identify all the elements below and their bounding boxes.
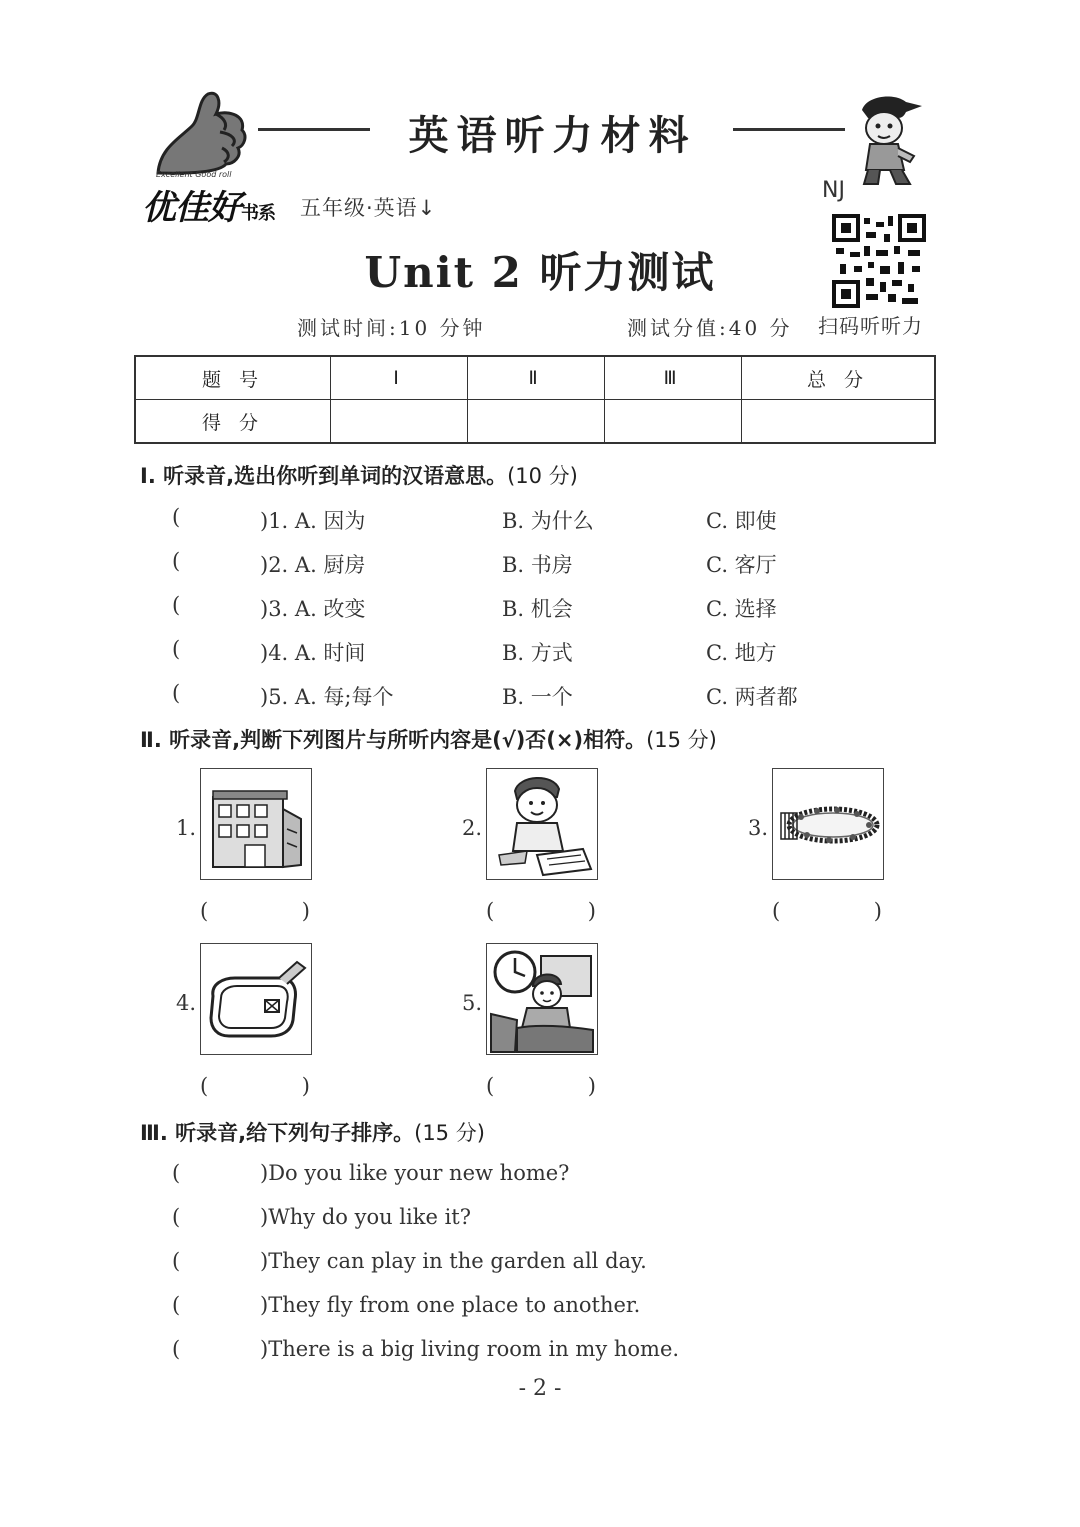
test-score: 测试分值:40 分 <box>627 316 793 340</box>
sentence-text: )There is a big living room in my home. <box>260 1337 680 1361</box>
grade-label: 五年级·英语↓ <box>300 196 437 220</box>
option-b: B. 为什么 <box>502 509 594 533</box>
answer-blank[interactable]: ( <box>172 681 181 705</box>
paren-close: ) <box>301 899 310 923</box>
option-a: )5. A. 每;每个 <box>260 685 394 709</box>
sentence-text: )Do you like your new home? <box>260 1161 570 1185</box>
paren-close: ) <box>587 899 596 923</box>
test-time: 测试时间:10 分钟 <box>297 316 486 340</box>
picture-number: 1. <box>176 816 197 840</box>
option-c: C. 选择 <box>706 597 777 621</box>
brand-series: 书系 <box>241 203 275 224</box>
page-number: - 2 - <box>518 1376 562 1401</box>
paren-open: ( <box>772 899 781 923</box>
mascot-boy-icon <box>848 92 928 188</box>
garden-icon <box>772 768 884 880</box>
answer-blank[interactable]: ( <box>172 549 181 573</box>
table-cell: Ⅰ <box>331 356 468 400</box>
option-a: )2. A. 厨房 <box>260 553 366 577</box>
answer-blank[interactable]: ( <box>172 637 181 661</box>
section1-points: (10 分) <box>507 464 578 488</box>
answer-blank[interactable]: ( <box>172 1161 181 1185</box>
header-rule-left <box>258 128 370 131</box>
paren-open: ( <box>486 899 495 923</box>
table-cell: 得 分 <box>135 400 331 444</box>
table-cell: Ⅲ <box>605 356 742 400</box>
picture-number: 3. <box>748 816 769 840</box>
boy-reading-icon <box>486 768 598 880</box>
score-table-score-row <box>135 400 935 444</box>
brand-name: 优佳好 <box>142 188 241 228</box>
answer-blank[interactable]: ( <box>172 1337 181 1361</box>
answer-blank[interactable]: ( <box>172 1293 181 1317</box>
clock-boy-icon <box>486 943 598 1055</box>
score-cell[interactable] <box>468 400 605 444</box>
pencil-case-icon <box>200 943 312 1055</box>
table-cell: 总 分 <box>742 356 936 400</box>
section2-title <box>140 724 717 754</box>
sentence-text: )They fly from one place to another. <box>260 1293 641 1317</box>
picture-number: 2. <box>462 816 483 840</box>
unit-title: Unit 2 听力测试 <box>364 248 716 297</box>
option-a: )4. A. 时间 <box>260 641 366 665</box>
answer-blank[interactable] <box>772 899 882 923</box>
brand-tagline: Excellent Good roll <box>156 170 232 179</box>
sentence-text: )Why do you like it? <box>260 1205 471 1229</box>
option-b: B. 方式 <box>502 641 573 665</box>
score-cell[interactable] <box>331 400 468 444</box>
option-b: B. 一个 <box>502 685 573 709</box>
thumbs-up-logo-icon <box>150 88 250 178</box>
table-cell: Ⅱ <box>468 356 605 400</box>
picture-number: 4. <box>176 991 197 1015</box>
score-cell[interactable] <box>742 400 936 444</box>
option-c: C. 两者都 <box>706 685 798 709</box>
answer-blank[interactable] <box>486 1074 596 1098</box>
paren-open: ( <box>486 1074 495 1098</box>
paren-close: ) <box>301 1074 310 1098</box>
option-a: )3. A. 改变 <box>260 597 366 621</box>
answer-blank[interactable]: ( <box>172 593 181 617</box>
section3-points: (15 分) <box>414 1121 485 1145</box>
paren-open: ( <box>200 1074 209 1098</box>
option-c: C. 即使 <box>706 509 777 533</box>
picture-number: 5. <box>462 991 483 1015</box>
section2-title-text: Ⅱ. 听录音,判断下列图片与所听内容是(√)否(×)相符。 <box>140 728 647 752</box>
option-c: C. 客厅 <box>706 553 777 577</box>
score-table <box>134 355 936 444</box>
qr-scan-label: 扫码听听力 <box>818 314 923 338</box>
section1-title-text: Ⅰ. 听录音,选出你听到单词的汉语意思。 <box>140 464 508 488</box>
score-table-header-row <box>135 356 935 400</box>
option-b: B. 机会 <box>502 597 573 621</box>
brand-logo-text <box>142 180 275 229</box>
paren-close: ) <box>587 1074 596 1098</box>
answer-blank[interactable] <box>486 899 596 923</box>
option-a: )1. A. 因为 <box>260 509 366 533</box>
table-cell: 题 号 <box>135 356 331 400</box>
header-rule-right <box>733 128 845 131</box>
score-cell[interactable] <box>605 400 742 444</box>
building-icon <box>200 768 312 880</box>
paren-open: ( <box>200 899 209 923</box>
paren-close: ) <box>873 899 882 923</box>
section2-points: (15 分) <box>646 728 717 752</box>
answer-blank[interactable]: ( <box>172 505 181 529</box>
answer-blank[interactable] <box>200 899 310 923</box>
section3-title <box>140 1117 485 1147</box>
series-code: NJ <box>822 178 845 203</box>
option-b: B. 书房 <box>502 553 573 577</box>
sentence-text: )They can play in the garden all day. <box>260 1249 647 1273</box>
section3-title-text: Ⅲ. 听录音,给下列句子排序。 <box>140 1121 415 1145</box>
answer-blank[interactable] <box>200 1074 310 1098</box>
section1-title <box>140 460 578 490</box>
header-title: 英语听力材料 <box>408 112 697 159</box>
answer-blank[interactable]: ( <box>172 1249 181 1273</box>
answer-blank[interactable]: ( <box>172 1205 181 1229</box>
option-c: C. 地方 <box>706 641 777 665</box>
